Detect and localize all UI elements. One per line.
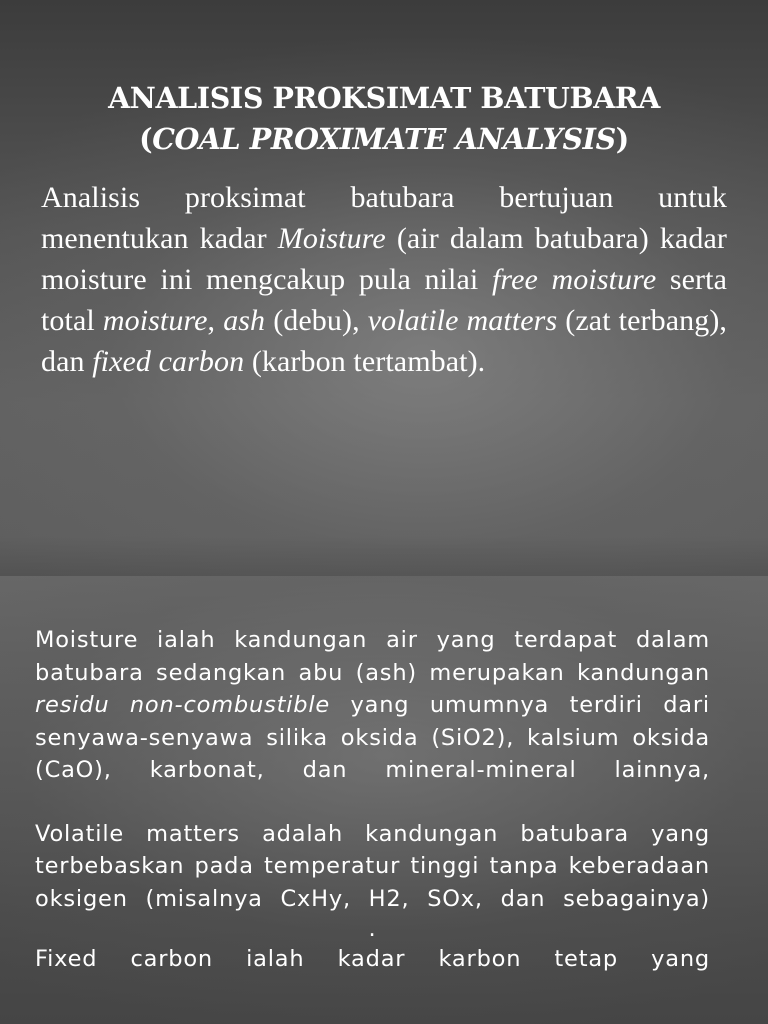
moisture-ash-paragraph — [35, 624, 710, 787]
intro-paragraph — [41, 177, 727, 382]
title-line-1: ANALISIS PROKSIMAT BATUBARA — [108, 81, 660, 115]
intro-term-ash: ash — [223, 304, 266, 337]
intro-text: (zat terbang), dan — [41, 304, 728, 378]
title-paren-open: ( — [139, 122, 153, 156]
intro-text: Analisis proksimat batubara bertujuan untuk menentukan kadar — [41, 181, 727, 255]
slide-2 — [0, 576, 768, 1024]
definitions-block — [35, 624, 710, 976]
intro-text: (debu), — [265, 304, 368, 337]
paragraph-period: . — [368, 916, 377, 942]
title-line-2-italic: COAL PROXIMATE ANALYSIS — [152, 122, 616, 156]
intro-text: serta total — [41, 263, 727, 337]
term-residu: residu non-combustible — [35, 692, 331, 718]
paragraph-text: Moisture ialah kandungan air yang terdapat dalam batubara sedangkan abu (ash) merupakan kandungan — [35, 627, 710, 686]
slide-title — [20, 78, 748, 160]
intro-term-free-moisture: free moisture — [491, 263, 657, 296]
intro-text: (air dalam batubara) kadar moisture ini mengcakup pula nilai — [41, 222, 727, 296]
intro-text: (karbon tertambat). — [244, 345, 486, 378]
paragraph-gap — [35, 787, 710, 818]
volatile-matters-paragraph: Volatile matters adalah kandungan batubara yang terbebaskan pada temperatur tinggi tanpa keberadaan oksigen (misalnya CxHy, H2, SOx, dan sebagainya) — [35, 820, 710, 912]
intro-term-moisture: Moisture — [277, 222, 386, 255]
intro-text: , — [207, 304, 224, 337]
intro-term-volatile-matters: volatile matters — [367, 304, 558, 337]
intro-term-fixed-carbon: fixed carbon — [92, 345, 245, 378]
paragraph-text: yang umumnya terdiri dari senyawa-senyawa silika oksida (SiO2), kalsium oksida (CaO), karbonat, dan mineral-mineral lainnya, — [35, 692, 710, 783]
title-paren-close: ) — [615, 122, 629, 156]
fixed-carbon-paragraph: Fixed carbon ialah kadar karbon tetap yang — [35, 946, 710, 972]
intro-term-moisture-2: moisture — [102, 304, 208, 337]
